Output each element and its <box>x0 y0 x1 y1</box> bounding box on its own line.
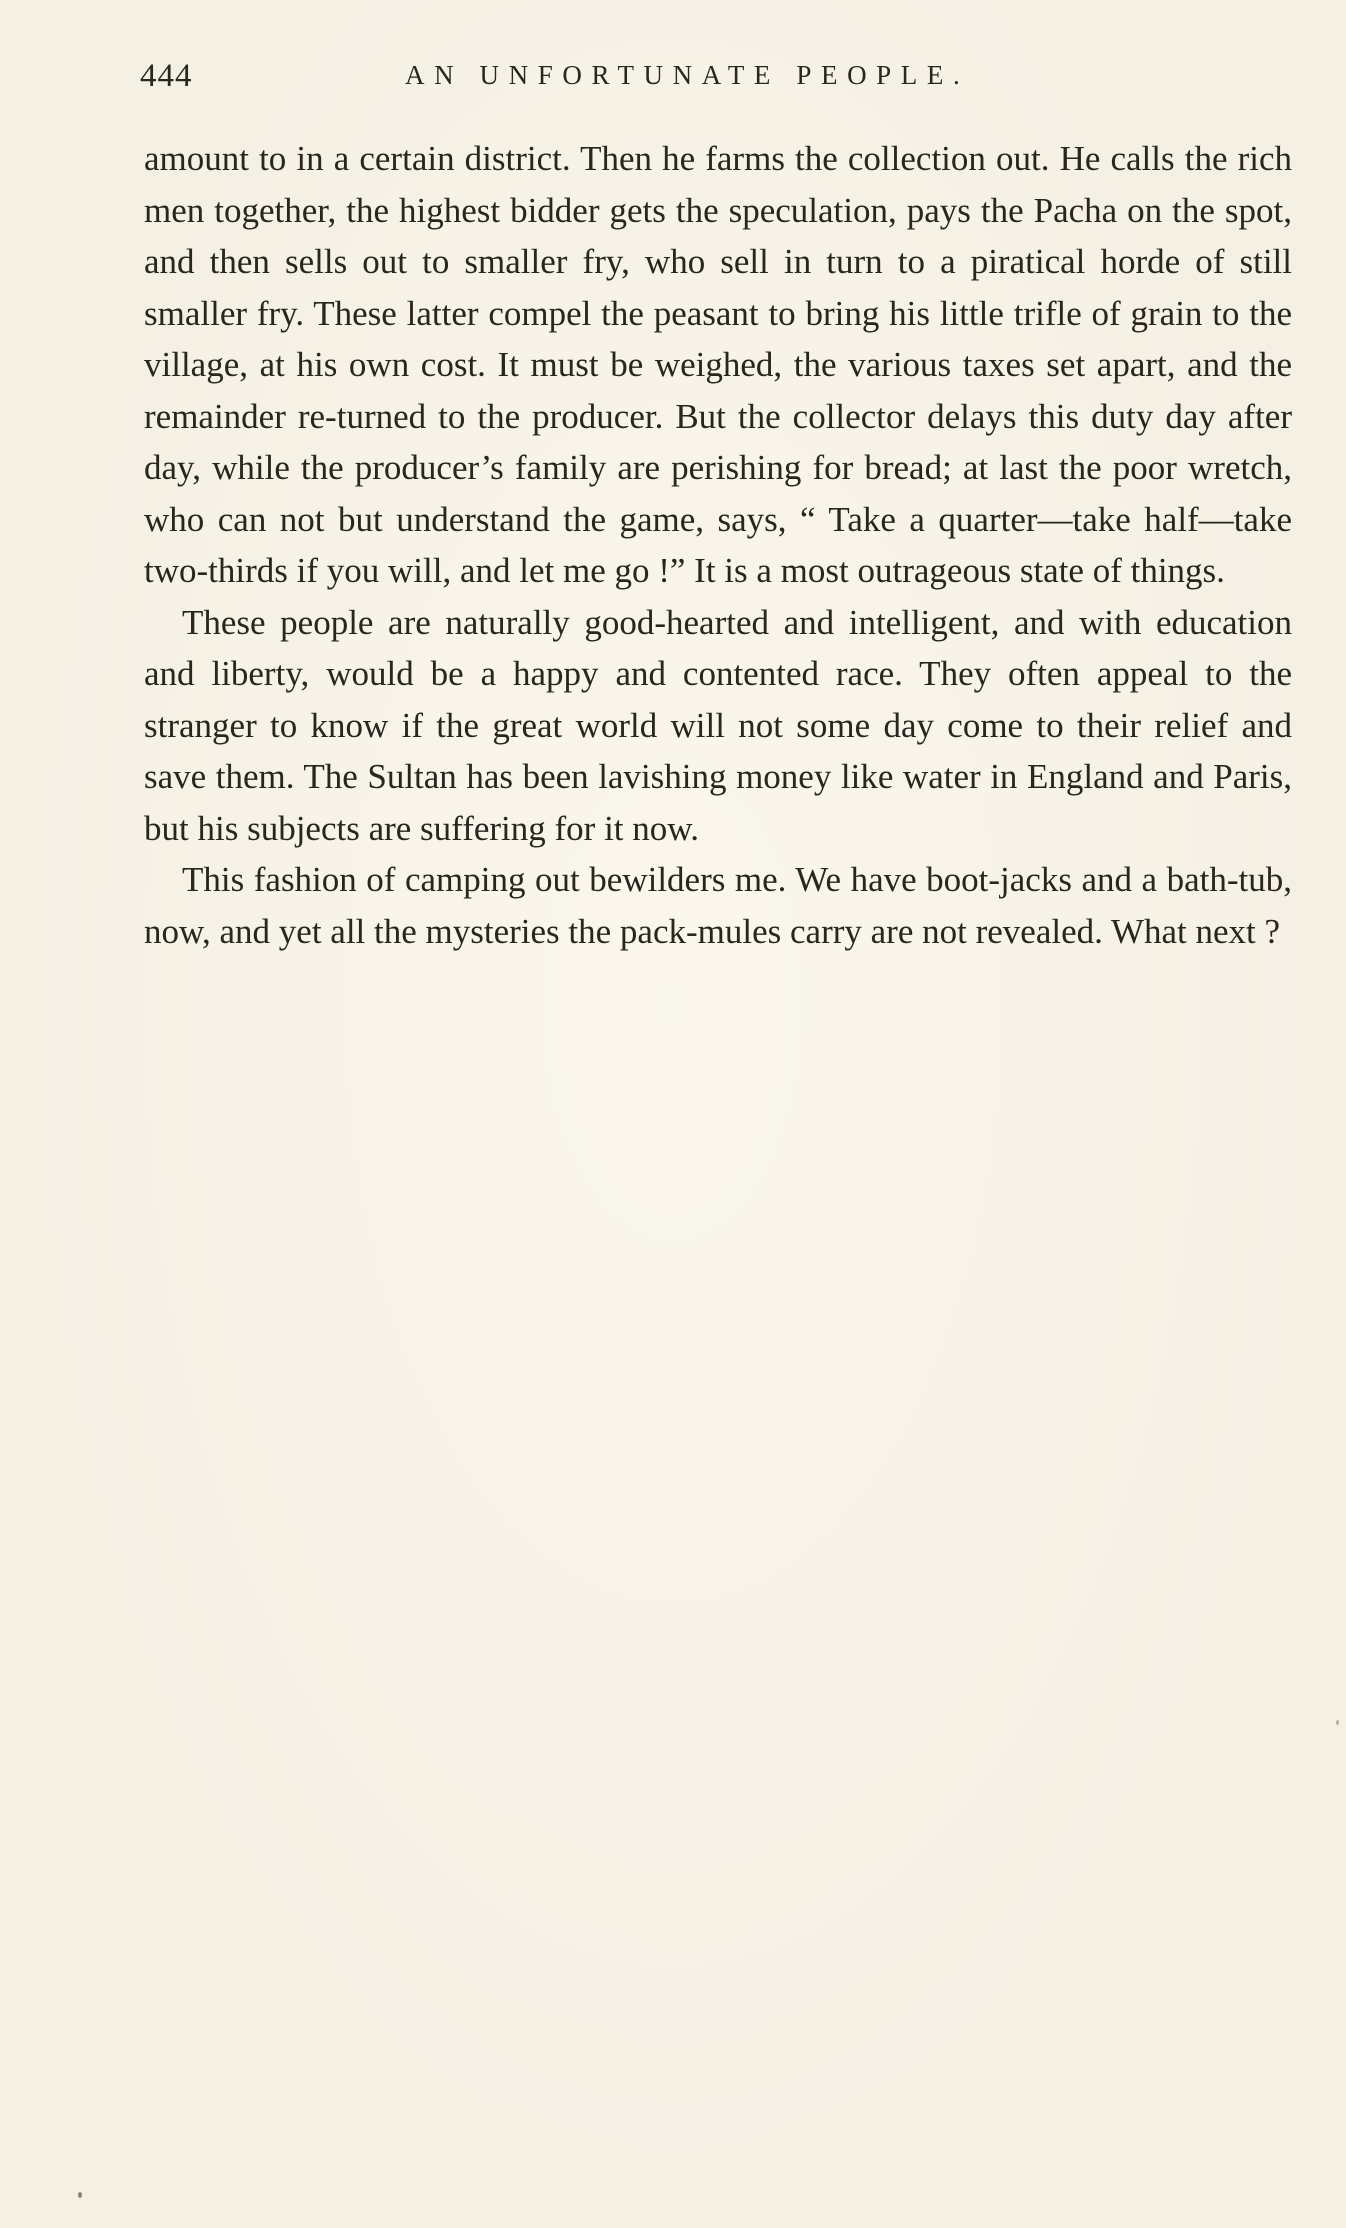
paragraph-2: These people are naturally good-hearted and intelligent, and with education and liberty, would be a happy and contented race. They often appeal to the stranger to know if the great world will not some day come to their relief and save them. The Sultan has been lavishing money like water in England and Paris, but his subjects are suffering for it now. <box>144 602 1292 848</box>
paper-speck <box>1336 1720 1339 1725</box>
paragraph-1: amount to in a certain district. Then he farms the collection out. He calls the rich men together, the highest bidder gets the speculation, pays the Pacha on the spot, and then sells out to smaller fry, who sell in turn to a piratical horde of still smaller fry. These latter compel the peasant to bring his little trifle of grain to the village, at his own cost. It must be weighed, the various taxes set apart, and the remainder re-turned to the producer. But the collector delays this duty day after day, while the producer’s family are perishing for bread; at last the poor wretch, who can not but understand the game, says, “ Take a quarter—take half—take two-thirds if you will, and let me go !” It is a most outrageous state of things. <box>144 139 1292 590</box>
page-number: 444 <box>140 58 193 94</box>
running-title: AN UNFORTUNATE PEOPLE. <box>405 60 970 90</box>
paragraph-3: This fashion of camping out bewilders me. We have boot-jacks and a bath-tub, now, and yet all the mysteries the pack-mules carry are not revealed. What next ? <box>144 860 1292 951</box>
running-head <box>140 58 1290 98</box>
paper-speck <box>78 2192 82 2198</box>
body-text <box>144 133 1292 957</box>
